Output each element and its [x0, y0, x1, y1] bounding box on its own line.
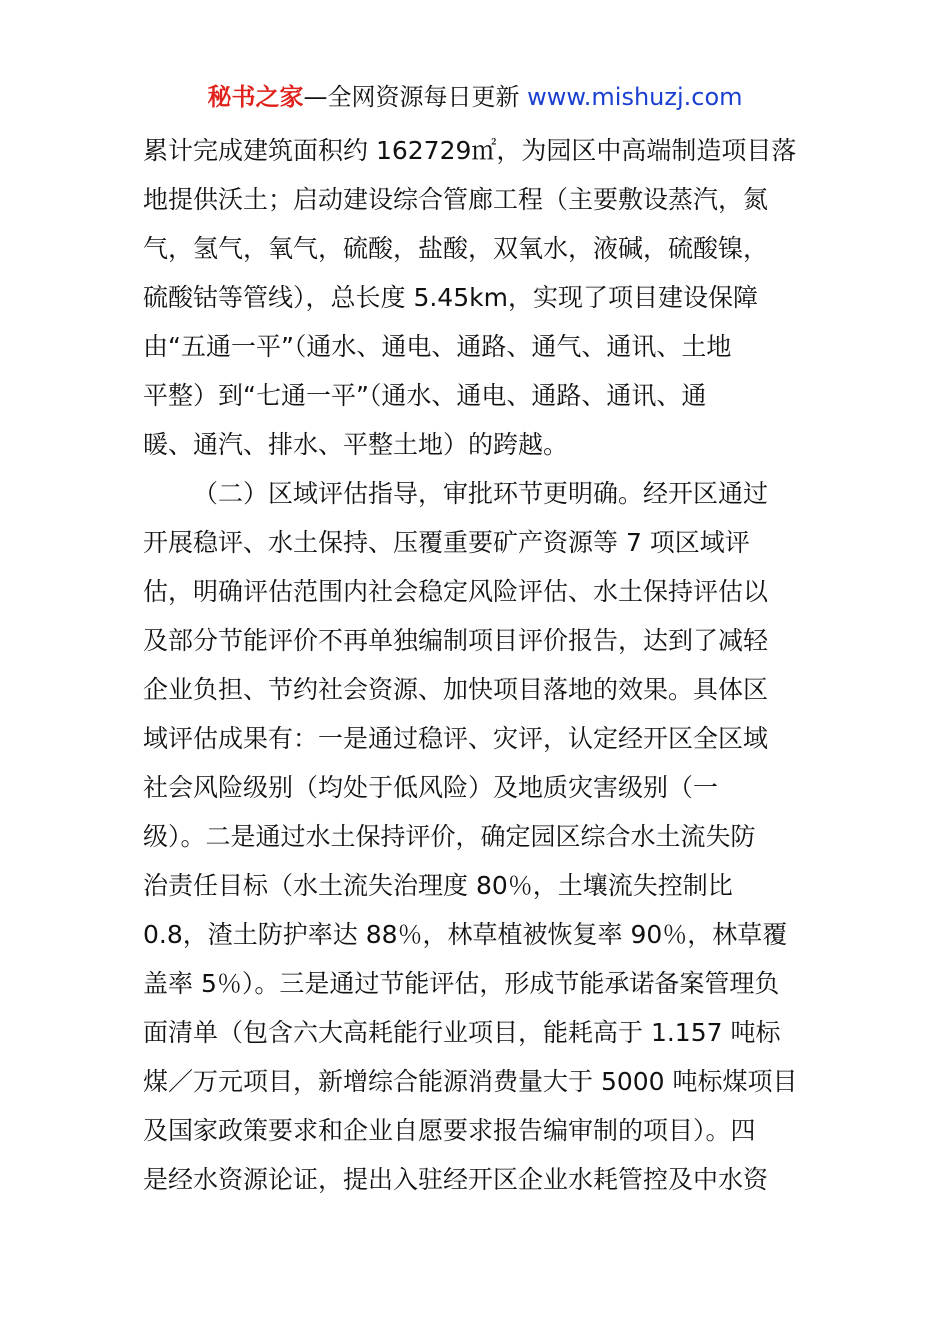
text-line: 是经水资源论证，提出入驻经开区企业水耗管控及中水资 — [143, 1165, 769, 1194]
text-line: 及部分节能评价不再单独编制项目评价报告，达到了减轻 — [143, 626, 769, 655]
text-line: 0.8，渣土防护率达 88％，林草植被恢复率 90％，林草覆 — [143, 920, 788, 949]
text-line: 开展稳评、水土保持、压覆重要矿产资源等 7 项区域评 — [143, 528, 750, 557]
text-line: 级）。二是通过水土保持评价，确定园区综合水土流失防 — [143, 822, 756, 851]
text-line: 企业负担、节约社会资源、加快项目落地的效果。具体区 — [143, 675, 769, 704]
text-line: 估，明确评估范围内社会稳定风险评估、水土保持评估以 — [143, 577, 769, 606]
text-line: 累计完成建筑面积约 162729㎡，为园区中高端制造项目落 — [143, 136, 797, 165]
text-line: 社会风险级别（均处于低风险）及地质灾害级别（一 — [143, 773, 719, 802]
text-line: 暖、通汽、排水、平整土地）的跨越。 — [143, 430, 569, 459]
header-tagline: —全网资源每日更新 — [303, 83, 528, 111]
site-header — [0, 80, 950, 114]
text-line: 及国家政策要求和企业自愿要求报告编审制的项目）。四 — [143, 1116, 756, 1145]
text-line: 盖率 5％）。三是通过节能评估，形成节能承诺备案管理负 — [143, 969, 780, 998]
brand-name: 秘书之家 — [207, 83, 304, 111]
text-line: 气，氢气，氧气，硫酸，盐酸，双氧水，液碱，硫酸镍， — [143, 234, 769, 263]
document-body — [143, 126, 813, 1204]
text-line: 煤／万元项目，新增综合能源消费量大于 5000 吨标煤项目 — [143, 1067, 798, 1096]
text-line: 硫酸钴等管线），总长度 5.45km，实现了项目建设保障 — [143, 283, 758, 312]
site-url-link[interactable]: www.mishuzj.com — [527, 83, 743, 111]
text-line: 平整）到“七通一平”（通水、通电、通路、通讯、通 — [143, 381, 707, 410]
paragraph-heading-line: （二）区域评估指导，审批环节更明确。经开区通过 — [193, 479, 769, 508]
text-line: 由“五通一平”（通水、通电、通路、通气、通讯、土地 — [143, 332, 732, 361]
text-line: 域评估成果有：一是通过稳评、灾评，认定经开区全区域 — [143, 724, 769, 753]
text-line: 面清单（包含六大高耗能行业项目，能耗高于 1.157 吨标 — [143, 1018, 781, 1047]
text-line: 治责任目标（水土流失治理度 80％，土壤流失控制比 — [143, 871, 733, 900]
text-line: 地提供沃土；启动建设综合管廊工程（主要敷设蒸汽，氮 — [143, 185, 769, 214]
